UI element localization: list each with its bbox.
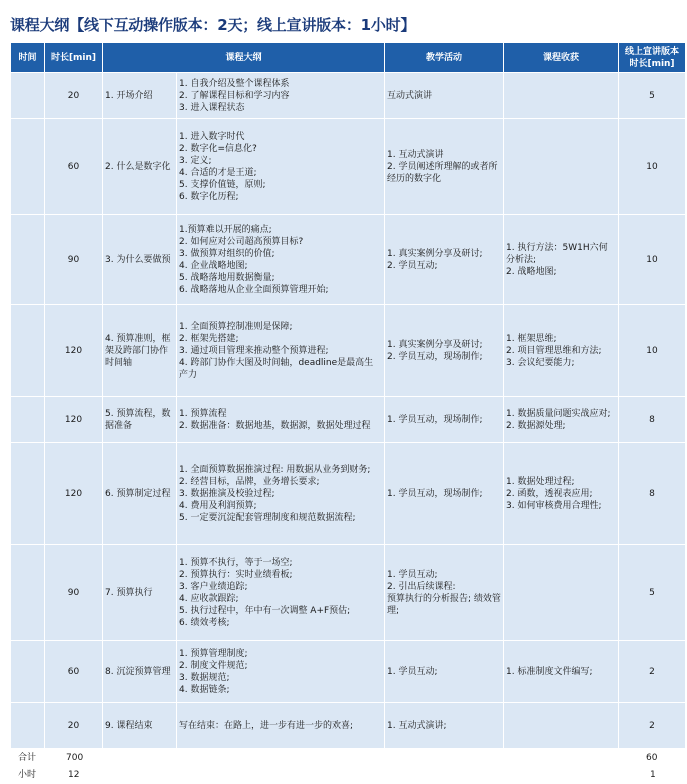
outline-line: 2. 预算执行：实时业绩看板; [179, 569, 293, 580]
online-minutes-value: 2 [649, 720, 655, 731]
outline-line: 5. 一定要沉淀配套管理制度和规范数据流程; [179, 512, 356, 523]
activity-line: 互动式演讲 [387, 90, 433, 101]
cell-online [619, 443, 686, 545]
cell-gain [504, 397, 619, 443]
gain-line: 2. 函数，透视表应用; [506, 488, 593, 499]
cell-activity [385, 545, 504, 641]
cell-topic [103, 215, 177, 305]
online-hours: 1 [650, 770, 656, 780]
outline-line: 3. 数据推演及校验过程; [179, 488, 275, 499]
outline-line: 1. 预算管理制度; [179, 648, 248, 659]
cell-gain [504, 703, 619, 749]
outline-line: 4. 合适的才是王道; [179, 167, 257, 178]
outline-line: 4. 数据链条; [179, 684, 230, 695]
cell-activity [385, 215, 504, 305]
table-row [11, 119, 686, 215]
cell-topic [103, 703, 177, 749]
cell-outline [177, 397, 385, 443]
outline-line: 2. 数字化=信息化? [179, 143, 257, 154]
cell-online [619, 215, 686, 305]
cell-gain [504, 545, 619, 641]
cell-online [619, 305, 686, 397]
activity-line: 2. 学员互动，现场制作; [387, 351, 483, 362]
cell-gain [504, 443, 619, 545]
cell-online [619, 641, 686, 703]
cell-outline [177, 215, 385, 305]
gain-line: 3. 会议纪要能力; [506, 357, 575, 368]
outline-line: 2. 制度文件规范; [179, 660, 248, 671]
cell-online [619, 73, 686, 119]
minutes-value: 20 [67, 720, 80, 731]
outline-line: 2. 框架先搭建; [179, 333, 239, 344]
topic-title: 9. 课程结束 [105, 720, 153, 731]
total-online: 60 [646, 753, 658, 763]
topic-title: 8. 沉淀预算管理 [105, 666, 171, 677]
outline-line: 3. 定义; [179, 155, 212, 166]
minutes-value: 20 [67, 90, 80, 101]
minutes-value: 90 [67, 254, 80, 265]
outline-line: 3. 通过项目管理来推动整个预算进程; [179, 345, 329, 356]
table-row [11, 215, 686, 305]
cell-outline [177, 305, 385, 397]
course-outline-table [10, 42, 686, 749]
cell-gain [504, 641, 619, 703]
cell-seq [11, 73, 45, 119]
activity-line: 2. 学员互动; [387, 260, 438, 271]
minutes-value: 120 [64, 488, 83, 499]
cell-outline [177, 119, 385, 215]
activity-line: 1. 学员互动，现场制作; [387, 488, 483, 499]
outline-line: 6. 战略落地从企业全面预算管理开始; [179, 284, 329, 295]
cell-activity [385, 703, 504, 749]
total-minutes: 700 [66, 753, 84, 763]
minutes-value: 60 [67, 161, 80, 172]
header-gain: 课程收获 [504, 43, 619, 73]
activity-line: 1. 学员互动; [387, 569, 438, 580]
outline-line: 1. 自我介绍及整个课程体系 [179, 78, 290, 89]
total-label: 合计 [18, 753, 37, 763]
cell-minutes [45, 545, 103, 641]
cell-gain [504, 305, 619, 397]
cell-activity [385, 73, 504, 119]
outline-line: 1.预算难以开展的痛点; [179, 224, 272, 235]
minutes-value: 60 [67, 666, 80, 677]
online-minutes-value: 5 [649, 587, 655, 598]
cell-online [619, 397, 686, 443]
topic-title: 5. 预算流程，数据准备 [105, 408, 171, 431]
gain-line: 1. 执行方法：5W1H六何分析法; [506, 242, 608, 265]
online-minutes-value: 10 [646, 345, 658, 356]
minutes-value: 90 [67, 587, 80, 598]
activity-line: 1. 真实案例分享及研讨; [387, 339, 483, 350]
outline-line: 3. 进入课程状态 [179, 102, 245, 113]
activity-line: 预算执行的分析报告; 绩效管理; [387, 593, 501, 616]
online-minutes-value: 10 [646, 254, 658, 265]
activity-line: 1. 真实案例分享及研讨; [387, 248, 483, 259]
cell-minutes [45, 119, 103, 215]
outline-line: 3. 客户业绩追踪; [179, 581, 248, 592]
cell-minutes [45, 703, 103, 749]
cell-minutes [45, 305, 103, 397]
gain-line: 1. 框架思维; [506, 333, 557, 344]
topic-title: 7. 预算执行 [105, 587, 153, 598]
online-minutes-value: 2 [649, 666, 655, 677]
cell-seq [11, 703, 45, 749]
cell-topic [103, 73, 177, 119]
outline-line: 5. 战略落地用数据衡量; [179, 272, 275, 283]
outline-line: 2. 数据准备：数据地基，数据源，数据处理过程 [179, 420, 371, 431]
outline-line: 2. 了解课程目标和学习内容 [179, 90, 290, 101]
table-row [11, 703, 686, 749]
cell-seq [11, 641, 45, 703]
cell-gain [504, 215, 619, 305]
activity-line: 1. 学员互动; [387, 666, 438, 677]
cell-activity [385, 641, 504, 703]
table-row [11, 305, 686, 397]
outline-line: 写在结束：在路上，进一步有进一步的欢喜; [179, 720, 354, 731]
cell-outline [177, 443, 385, 545]
activity-line: 1. 学员互动，现场制作; [387, 414, 483, 425]
cell-seq [11, 119, 45, 215]
activity-line: 2. 学员阐述所理解的或者所经历的数字化 [387, 161, 498, 184]
header-activity: 教学活动 [385, 43, 504, 73]
cell-activity [385, 443, 504, 545]
gain-line: 2. 战略地图; [506, 266, 557, 277]
outline-line: 1. 全面预算控制准则是保障; [179, 321, 293, 332]
topic-title: 6. 预算制定过程 [105, 488, 171, 499]
cell-seq [11, 397, 45, 443]
cell-activity [385, 305, 504, 397]
cell-outline [177, 545, 385, 641]
cell-activity [385, 119, 504, 215]
gain-line: 1. 数据质量问题实战应对; [506, 408, 611, 419]
online-minutes-value: 5 [649, 90, 655, 101]
header-seq: 时间 [11, 43, 45, 73]
gain-line: 1. 标准制度文件编写; [506, 666, 593, 677]
outline-line: 1. 全面预算数据推演过程: 用数据从业务到财务; [179, 464, 371, 475]
cell-outline [177, 73, 385, 119]
activity-line: 1. 互动式演讲 [387, 149, 444, 160]
table-row [11, 443, 686, 545]
cell-activity [385, 397, 504, 443]
cell-topic [103, 119, 177, 215]
online-minutes-value: 10 [646, 161, 658, 172]
online-minutes-value: 8 [649, 414, 655, 425]
outline-line: 1. 预算流程 [179, 408, 227, 419]
gain-line: 1. 数据处理过程; [506, 476, 575, 487]
gain-line: 2. 数据源处理; [506, 420, 566, 431]
cell-topic [103, 641, 177, 703]
cell-topic [103, 443, 177, 545]
header-outline: 课程大纲 [103, 43, 385, 73]
outline-line: 4. 跨部门协作大图及时间轴，deadline是最高生产力 [179, 357, 374, 380]
outline-line: 6. 绩效考核; [179, 617, 230, 628]
outline-line: 2. 经营目标，品牌，业务增长要求; [179, 476, 320, 487]
cell-online [619, 703, 686, 749]
outline-line: 3. 数据规范; [179, 672, 230, 683]
outline-line: 3. 做预算对组织的价值; [179, 248, 275, 259]
cell-seq [11, 305, 45, 397]
activity-line: 1. 互动式演讲; [387, 720, 447, 731]
cell-gain [504, 73, 619, 119]
online-minutes-value: 8 [649, 488, 655, 499]
outline-line: 1. 进入数字时代 [179, 131, 245, 142]
header-online: 线上宣讲版本时长[min] [619, 43, 686, 73]
outline-line: 1. 预算不执行，等于一场空; [179, 557, 293, 568]
table-row [11, 73, 686, 119]
cell-topic [103, 397, 177, 443]
minutes-value: 120 [64, 345, 83, 356]
header-duration: 时长[min] [45, 43, 103, 73]
cell-outline [177, 641, 385, 703]
outline-line: 5. 执行过程中，年中有一次调整 A+F预估; [179, 605, 351, 616]
outline-line: 4. 费用及利润预算; [179, 500, 257, 511]
cell-outline [177, 703, 385, 749]
hours-value: 12 [68, 770, 80, 780]
topic-title: 1. 开场介绍 [105, 90, 153, 101]
gain-line: 2. 项目管理思维和方法; [506, 345, 602, 356]
table-body [11, 73, 686, 749]
outline-line: 6. 数字化历程; [179, 191, 239, 202]
gain-line: 3. 如何审核费用合理性; [506, 500, 602, 511]
cell-minutes [45, 73, 103, 119]
outline-line: 4. 应收款跟踪; [179, 593, 239, 604]
page-title: 课程大纲【线下互动操作版本：2天；线上宣讲版本：1小时】 [10, 16, 416, 34]
topic-title: 3. 为什么要做预 [105, 254, 171, 265]
cell-topic [103, 305, 177, 397]
cell-minutes [45, 443, 103, 545]
table-row [11, 397, 686, 443]
topic-title: 2. 什么是数字化 [105, 161, 171, 172]
activity-line: 2. 引出后续课程: [387, 581, 456, 592]
outline-line: 2. 如何应对公司超高预算目标? [179, 236, 304, 247]
outline-line: 4. 企业战略地图; [179, 260, 248, 271]
cell-online [619, 119, 686, 215]
cell-minutes [45, 397, 103, 443]
topic-title: 4. 预算准则，框架及跨部门协作时间轴 [105, 333, 171, 368]
cell-gain [504, 119, 619, 215]
header-row [11, 43, 686, 73]
outline-line: 5. 支撑价值链，原则; [179, 179, 266, 190]
cell-seq [11, 545, 45, 641]
cell-minutes [45, 641, 103, 703]
cell-seq [11, 215, 45, 305]
cell-minutes [45, 215, 103, 305]
table-row [11, 545, 686, 641]
minutes-value: 120 [64, 414, 83, 425]
table-row [11, 641, 686, 703]
cell-seq [11, 443, 45, 545]
hours-label: 小时 [18, 770, 37, 780]
cell-topic [103, 545, 177, 641]
cell-online [619, 545, 686, 641]
